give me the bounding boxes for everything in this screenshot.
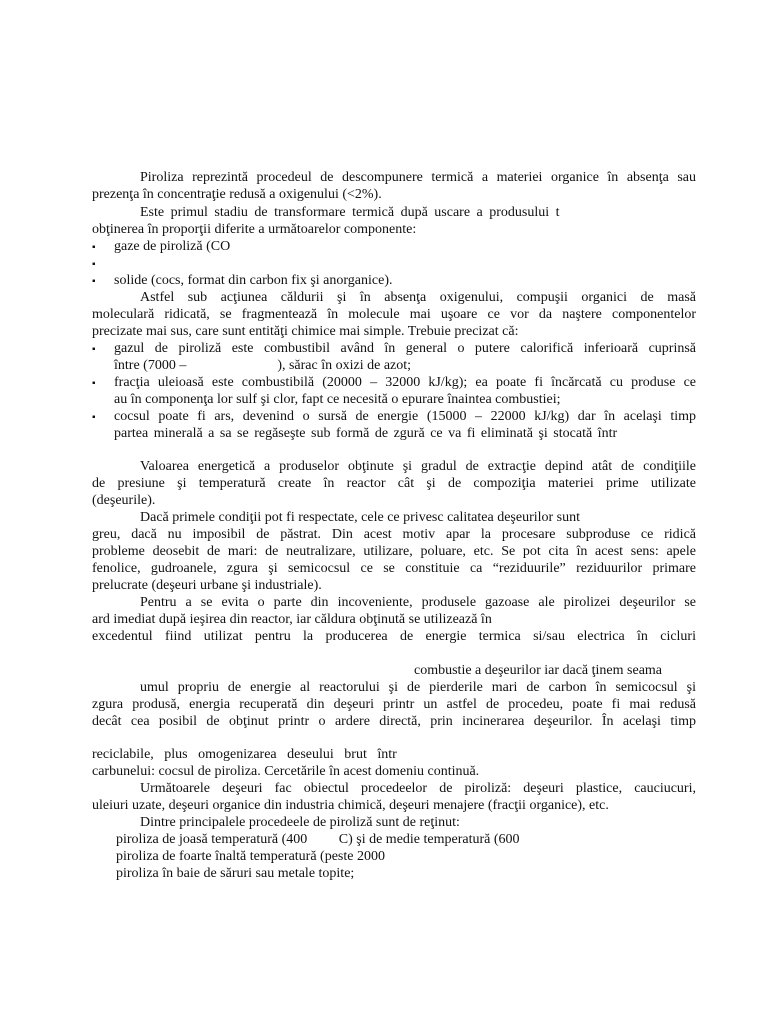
text-line: umul propriu de energie al reactorului şi de pierderile mari de carbon în semicocsul şi bbox=[140, 680, 696, 695]
text-line: Astfel sub acţiunea căldurii şi în absenţa oxigenului, compuşii organici de masă bbox=[140, 290, 696, 305]
text-line: Este primul stadiu de transformare termică după uscare a produsului t bbox=[140, 205, 560, 220]
list-item-continuation: partea minerală a sa se regăseşte sub formă de zgură ce va fi eliminată şi stocată într bbox=[114, 426, 618, 441]
text-line: Următoarele deşeuri fac obiectul procedeelor de piroliză: deşeuri plastice, cauciucuri, bbox=[140, 781, 696, 796]
text-line: piroliza în baie de săruri sau metale topite; bbox=[116, 866, 355, 881]
text-line: greu, dacă nu imposibil de păstrat. Din acest motiv apar la procesare subproduse ce ridică bbox=[92, 527, 696, 542]
text-line: ard imediat după ieşirea din reactor, iar căldura obţinută se utilizează în bbox=[92, 612, 492, 627]
text-line: piroliza de foarte înaltă temperatură (peste 2000 bbox=[116, 849, 385, 864]
list-item: gazul de piroliză este combustibil având în general o putere calorifică inferioară cuprinsă bbox=[114, 341, 696, 356]
list-item: cocsul poate fi ars, devenind o sursă de energie (15000 – 22000 kJ/kg) dar în acelaşi timp bbox=[114, 409, 696, 424]
text-line: uleiuri uzate, deşeuri organice din industria chimică, deşeuri menajere (fracţii organice), etc. bbox=[92, 798, 609, 813]
list-item: solide (cocs, format din carbon fix şi anorganice). bbox=[114, 273, 393, 288]
text-line: combustie a deşeurilor iar dacă ţinem seama bbox=[414, 663, 663, 678]
list-item-continuation: între (7000 – ), sărac în oxizi de azot; bbox=[114, 358, 412, 373]
text-line: Dacă primele condiţii pot fi respectate, cele ce privesc calitatea deşeurilor sunt bbox=[140, 510, 581, 525]
list-item: fracţia uleioasă este combustibilă (20000 – 32000 kJ/kg); ea poate fi încărcată cu produse ce bbox=[114, 375, 696, 390]
text-line: fenolice, gudroanele, zgura şi semicocsul ce se constituie ca “reziduurile” reziduurilor primare bbox=[92, 561, 696, 576]
text-line: (deşeurile). bbox=[92, 493, 156, 508]
text-line: probleme deosebit de mari: de neutralizare, utilizare, poluare, etc. Se pot cita în acest sens: apele bbox=[92, 544, 696, 559]
bullet-icon: ▪ bbox=[92, 259, 96, 270]
text-line: reciclabile, plus omogenizarea deseului brut într bbox=[92, 747, 397, 762]
text-line: Valoarea energetică a produselor obţinute şi gradul de extracţie depind atât de condiţiile bbox=[140, 459, 696, 474]
bullet-icon: ▪ bbox=[92, 276, 96, 287]
text-line: moleculară ridicată, se fragmentează în molecule mai uşoare ce vor da naştere componentelor bbox=[92, 307, 696, 322]
bullet-icon: ▪ bbox=[92, 378, 96, 389]
text-line: excedentul fiind utilizat pentru la producerea de energie termica si/sau electrica în cicluri bbox=[92, 629, 696, 644]
text-line: Pentru a se evita o parte din incoveniente, produsele gazoase ale pirolizei deşeurilor se bbox=[140, 595, 696, 610]
list-item: gaze de piroliză (CO bbox=[114, 239, 231, 254]
text-line: Dintre principalele procedeele de piroliză sunt de reţinut: bbox=[140, 815, 460, 830]
list-item-continuation: au în componenţa lor sulf şi clor, fapt ce necesită o epurare înaintea combustiei; bbox=[114, 392, 561, 407]
text-line: piroliza de joasă temperatură (400 C) şi de medie temperatură (600 bbox=[116, 832, 520, 847]
text-line: obţinerea în proporţii diferite a următoarelor componente: bbox=[92, 222, 417, 237]
text-line: decât cea posibil de obţinut printr o ardere directă, prin incinerarea deşeurilor. În acelaşi timp bbox=[92, 714, 696, 729]
text-line: prelucrate (deşeuri urbane şi industriale). bbox=[92, 578, 322, 593]
text-line: precizate mai sus, care sunt entităţi chimice mai simple. Trebuie precizat că: bbox=[92, 324, 519, 339]
bullet-icon: ▪ bbox=[92, 242, 96, 253]
text-line: de presiune şi temperatură create în reactor cât şi de compoziţia materiei prime utilizate bbox=[92, 476, 696, 491]
text-line: carbunelui: cocsul de piroliza. Cercetările în acest domeniu continuă. bbox=[92, 764, 480, 779]
bullet-icon: ▪ bbox=[92, 412, 96, 423]
text-line: zgura produsă, energia recuperată din deşeuri printr un astfel de procedeu, poate fi mai redusă bbox=[92, 697, 696, 712]
bullet-icon: ▪ bbox=[92, 344, 96, 355]
text-line: prezenţa în concentraţie redusă a oxigenului (<2%). bbox=[92, 187, 382, 202]
text-line: Piroliza reprezintă procedeul de descompunere termică a materiei organice în absenţa sau bbox=[140, 170, 696, 185]
